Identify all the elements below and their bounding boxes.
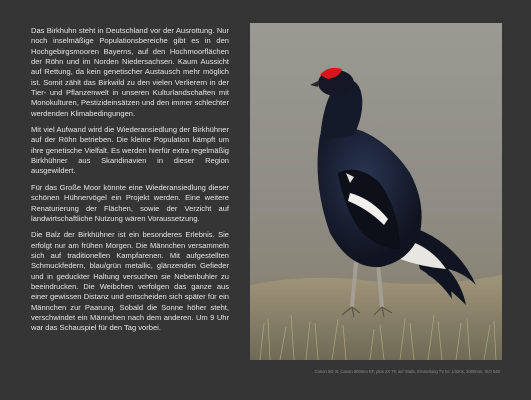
paragraph-reintroduction: Mit viel Aufwand wird die Wiederansiedlung der Birkhühner auf der Röhn betrieben. Die kleine Population kämpft um ihre genetische Vielfalt. Es werden hierfür extra regelmäßig Birkhühner aus Skandinavien in dieser Region ausgewildert. bbox=[31, 125, 229, 176]
paragraph-grosses-moor: Für das Große Moor könnte eine Wiederansiedlung dieser schönen Hühnervögel ein Projekt werden. Eine weitere Renaturierung der Flächen, sowie der Verzicht auf landwirtschaftliche Nutzung wären Voraussetzung. bbox=[31, 182, 229, 223]
photo-caption: Canon 5D III, Canon 500mm EF, plus 2X TK auf Stativ, Einstellung TV M: 1/320s, 1000mm, ISO 640 bbox=[314, 369, 500, 374]
article-text bbox=[31, 26, 229, 340]
photo-illustration bbox=[250, 23, 502, 360]
paragraph-courtship: Die Balz der Birkhühner ist ein besonderes Erlebnis. Sie erfolgt nur am frühen Morgen. Die Männchen versammeln sich auf traditionellen Kampfarenen. Mit aufgestellten Schmuckfedern, blau/grün metallic, glänzenden Gefieder und in geduckter Haltung versuchen sie Nebenbuhler zu beeindrucken. Die Weibchen verfolgen das ganze aus einer gewissen Distanz und entscheiden sich später für ein Männchen zur Paarung. Sobald die Sonne höher steht, verschwindet ein Männchen nach dem anderen. Um 9 Uhr war das Schauspiel für den Tag vorbei. bbox=[31, 230, 229, 333]
black-grouse-photo bbox=[250, 23, 502, 360]
paragraph-intro: Das Birkhuhn steht in Deutschland vor der Ausrottung. Nur noch inselmäßige Populationsbereiche gibt es in den Hochgebirgsmooren Bayerns, auf den Hochmoorflächen der Röhn und im Norden Niedersachsen. Kaum Aussicht auf Rettung, da kein genetischer Austausch mehr möglich ist. Somit zählt das Birkwild zu den vielen Verlierern in der Tier- und Pflanzenwelt in unseren Kulturlandschaften mit Monokulturen, Pestizideinsätzen und den immer schlechter werdenden Klimabedingungen. bbox=[31, 26, 229, 118]
grass-ground bbox=[250, 275, 502, 360]
